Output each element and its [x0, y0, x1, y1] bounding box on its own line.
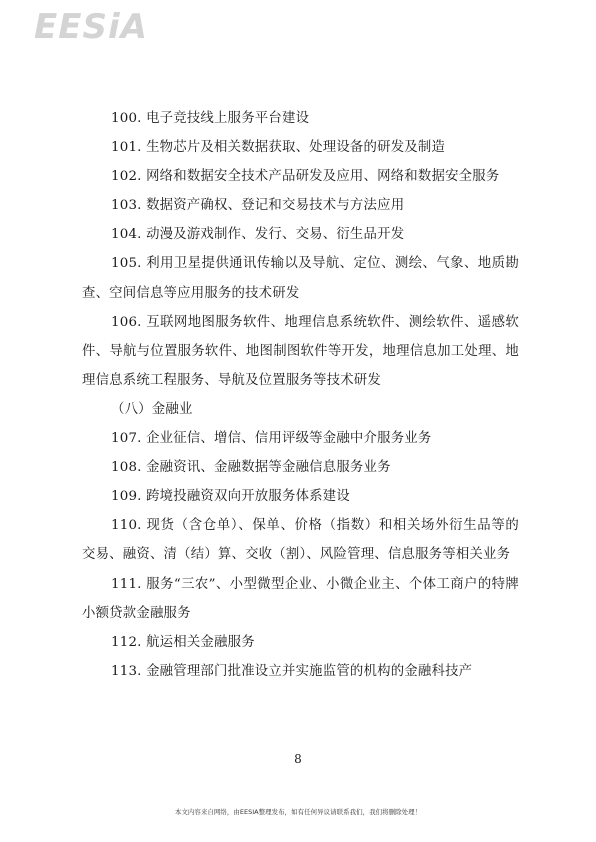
list-item-107: 107. 企业征信、增信、信用评级等金融中介服务业务 [111, 431, 432, 447]
list-item-101: 101. 生物芯片及相关数据获取、处理设备的研发及制造 [111, 140, 446, 156]
list-item-105: 105. 利用卫星提供通讯传输以及导航、定位、测绘、气象、地质勘查、空间信息等应用服务的技术研发 [82, 256, 519, 301]
document-body [82, 104, 519, 686]
section-heading-finance: （八）金融业 [111, 401, 193, 417]
list-item-108: 108. 金融资讯、金融数据等金融信息服务业务 [111, 460, 391, 476]
list-item-109: 109. 跨境投融资双向开放服务体系建设 [111, 489, 350, 505]
list-item-113: 113. 金融管理部门批准设立并实施监管的机构的金融科技产 [111, 663, 473, 679]
list-item-104: 104. 动漫及游戏制作、发行、交易、衍生品开发 [111, 227, 405, 243]
list-item-103: 103. 数据资产确权、登记和交易技术与方法应用 [111, 198, 405, 214]
list-item-102: 102. 网络和数据安全技术产品研发及应用、网络和数据安全服务 [111, 169, 500, 185]
list-item-100: 100. 电子竞技线上服务平台建设 [111, 111, 310, 126]
footer-disclaimer: 本文内容来自网络，由EESIA整理发布，如有任何异议请联系我们，我们将删除处理！ [174, 808, 422, 816]
list-item-111: 111. 服务“三农”、小型微型企业、小微企业主、个体工商户的特牌小额贷款金融服务 [82, 576, 519, 621]
list-item-112: 112. 航运相关金融服务 [111, 634, 255, 650]
list-item-106: 106. 互联网地图服务软件、地理信息系统软件、测绘软件、遥感软件、导航与位置服务软件、地图制图软件等开发，地理信息加工处理、地理信息系统工程服务、导航及位置服务等技术研发 [82, 314, 519, 388]
list-item-110: 110. 现货（含仓单）、保单、价格（指数）和相关场外衍生品等的交易、融资、清（结）算、交收（割）、风险管理、信息服务等相关业务 [82, 518, 519, 563]
eesia-logo: EESiA [34, 7, 148, 47]
page-number: 8 [294, 752, 302, 766]
